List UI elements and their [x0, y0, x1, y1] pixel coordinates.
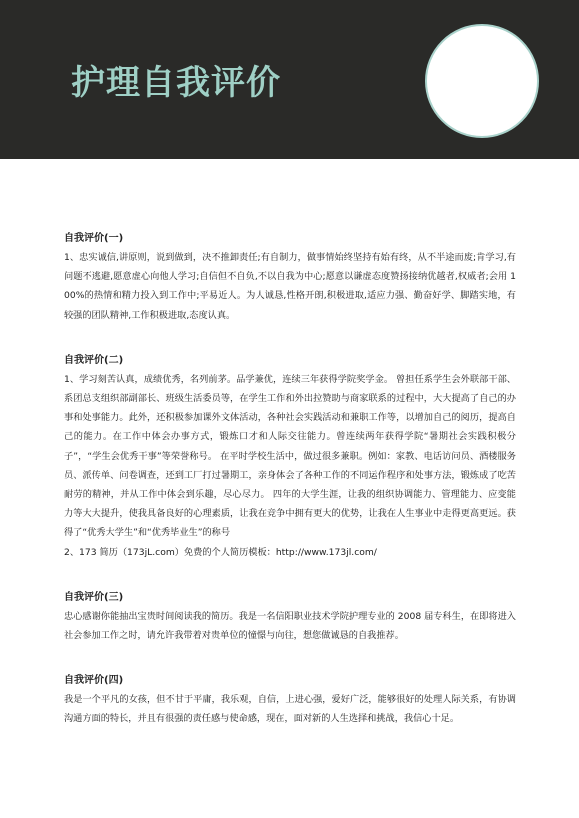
document-body: [64, 229, 516, 755]
paragraph: 我是一个平凡的女孩，但不甘于平庸，我乐观，自信，上进心强，爱好广泛，能够很好的处理人际关系，有协调沟通方面的特长，并且有很强的责任感与使命感，现在，面对新的人生选择和挑战，我信心十足。: [64, 694, 516, 725]
section-heading: 自我评价(三): [64, 591, 124, 603]
paragraph: 1、忠实诚信,讲原则，说到做到，决不推卸责任;有自制力，做事情始终坚持有始有终，从不半途而废;肯学习,有问题不逃避,愿意虚心向他人学习;自信但不自负,不以自我为中心;愿意以谦虚态度赞扬接纳优越者,权威者;会用 100%的热情和精力投入到工作中;平易近人。为人诚恳,性格开朗,积极进取,适应力强、勤奋好学、脚踏实地，有较强的团队精神,工作积极进取,态度认真。: [64, 252, 516, 321]
page-title: 护理自我评价: [71, 63, 281, 103]
section-4: [64, 671, 516, 728]
section-1: [64, 229, 516, 325]
header-band: [0, 0, 579, 159]
section-3: [64, 588, 516, 645]
photo-placeholder: [425, 24, 539, 138]
section-2: [64, 351, 516, 562]
section-heading: 自我评价(二): [64, 354, 124, 366]
section-heading: 自我评价(一): [64, 233, 124, 244]
paragraph: 1、学习刻苦认真，成绩优秀，名列前茅。品学兼优，连续三年获得学院奖学金。 曾担任系学生会外联部干部、系团总支组织部副部长、班级生活委员等，在学生工作和外出拉赞助与商家联系的过程中，大大提高了自己的办事和处事能力。此外，还积极参加课外文体活动，各种社会实践活动和兼职工作等，以增加自己的阅历，提高自己的能力。在工作中体会办事方式，锻炼口才和人际交往能力。曾连续两年获得学院“暑期社会实践积极分子”，“学生会优秀干事”等荣誉称号。 在平时学校生活中，做过很多兼职。例如：家教、电话访问员、酒楼服务员、派传单、问卷调查，还到工厂打过暑期工，亲身体会了各种工作的不同运作程序和处事方法，锻炼成了吃苦耐劳的精神，并从工作中体会到乐趣，尽心尽力。 四年的大学生涯，让我的组织协调能力、管理能力、应变能力等大大提升，使我具备良好的心理素质，让我在竞争中拥有更大的优势，让我在人生事业中走得更高更远。获得了“优秀大学生”和“优秀毕业生”的称号: [64, 373, 516, 539]
section-heading: 自我评价(四): [64, 675, 124, 687]
paragraph: 2、173 简历（173jL.com）免费的个人简历模板：http://www.173jl.com/: [64, 546, 377, 558]
paragraph: 忠心感谢你能抽出宝贵时间阅读我的简历。我是一名信阳职业技术学院护理专业的 2008 届专科生，在即将进入社会参加工作之时，请允许我带着对贵单位的憧憬与向往，想您做诚恳的自我推荐。: [64, 610, 516, 642]
